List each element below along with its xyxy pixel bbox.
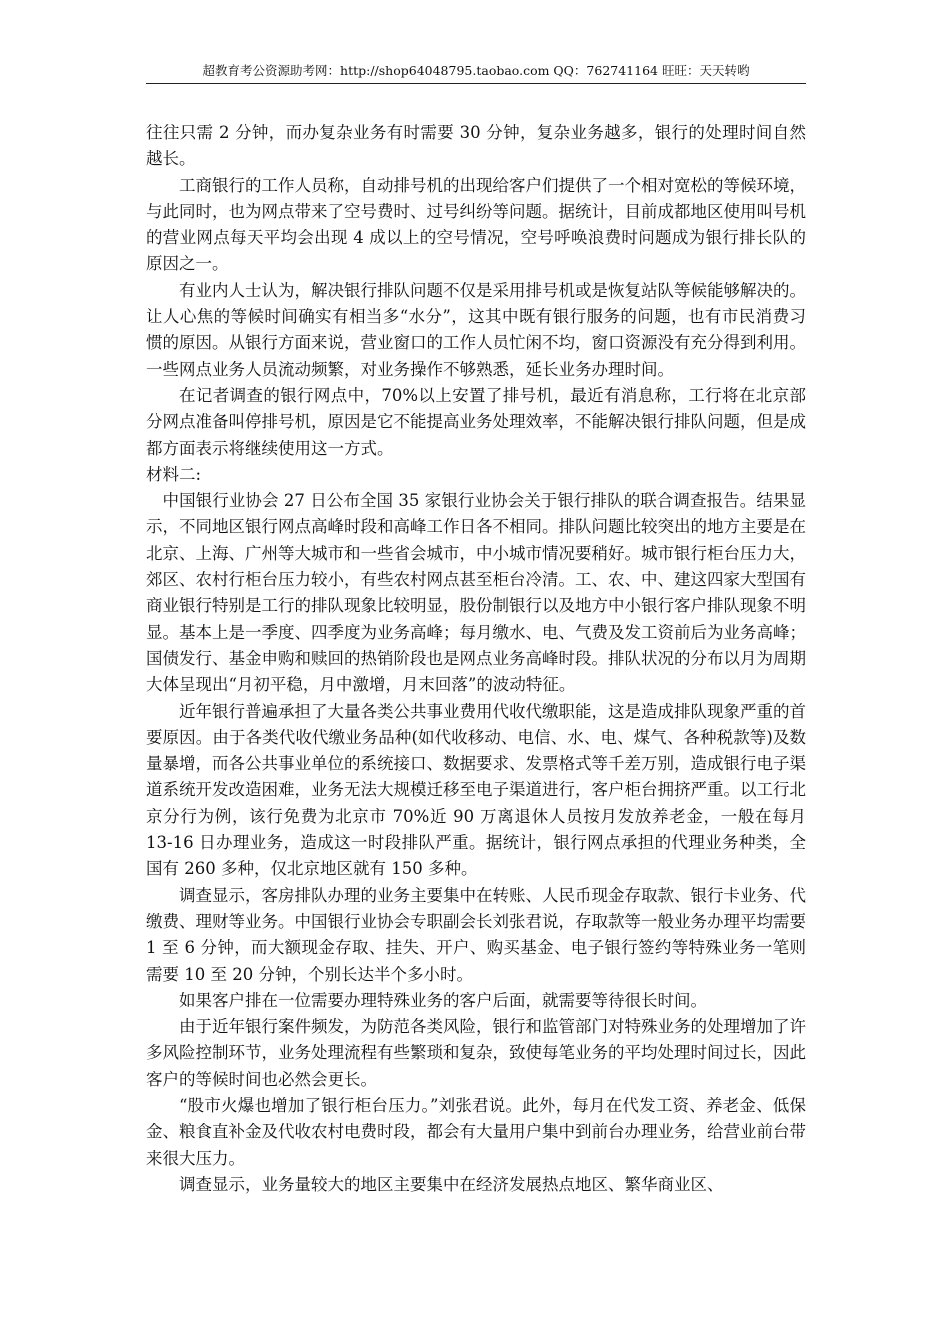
paragraph: 中国银行业协会 27 日公布全国 35 家银行业协会关于银行排队的联合调查报告。结果显示，不同地区银行网点高峰时段和高峰工作日各不相同。排队问题比较突出的地方主要是在北京、上海、广州等大城市和一些省会城市，中小城市情况要稍好。城市银行柜台压力大，郊区、农村行柜台压力较小，有些农村网点甚至柜台冷清。工、农、中、建这四家大型国有商业银行特别是工行的排队现象比较明显，股份制银行以及地方中小银行客户排队现象不明显。基本上是一季度、四季度为业务高峰；每月缴水、电、气费及发工资前后为业务高峰；国债发行、基金申购和赎回的热销阶段也是网点业务高峰时段。排队状况的分布以月为周期大体呈现出“月初平稳，月中激增，月末回落”的波动特征。 [146,491,806,695]
paragraph: 在记者调查的银行网点中，70%以上安置了排号机，最近有消息称，工行将在北京部分网点准备叫停排号机，原因是它不能提高业务处理效率，不能解决银行排队问题，但是成都方面表示将继续使用这一方式。 [146,385,806,458]
article-body [146,120,806,1198]
paragraph: “股市火爆也增加了银行柜台压力。”刘张君说。此外，每月在代发工资、养老金、低保金、粮食直补金及代收农村电费时段，都会有大量用户集中到前台办理业务，给营业前台带来很大压力。 [146,1095,806,1168]
paragraph: 有业内人士认为，解决银行排队问题不仅是采用排号机或是恢复站队等候能够解决的。让人心焦的等候时间确实有相当多“水分”，这其中既有银行服务的问题，也有市民消费习惯的原因。从银行方面来说，营业窗口的工作人员忙闲不均，窗口资源没有充分得到利用。一些网点业务人员流动频繁，对业务操作不够熟悉，延长业务办理时间。 [146,280,806,379]
paragraph: 工商银行的工作人员称，自动排号机的出现给客户们提供了一个相对宽松的等候环境，与此同时，也为网点带来了空号费时、过号纠纷等问题。据统计，目前成都地区使用叫号机的营业网点每天平均会出现 4 成以上的空号情况，空号呼唤浪费时问题成为银行排长队的原因之一。 [146,175,806,274]
paragraph: 往往只需 2 分钟，而办复杂业务有时需要 30 分钟，复杂业务越多，银行的处理时间自然越长。 [146,123,806,169]
paragraph: 由于近年银行案件频发，为防范各类风险，银行和监管部门对特殊业务的处理增加了许多风险控制环节，业务处理流程有些繁琐和复杂，致使每笔业务的平均处理时间过长，因此客户的等候时间也必然会更长。 [146,1017,806,1089]
page-header: 超教育考公资源助考网：http://shop64048795.taobao.com QQ：762741164 旺旺：天天转哟 [146,62,806,84]
paragraph: 调查显示，业务量较大的地区主要集中在经济发展热点地区、繁华商业区、 [179,1174,724,1194]
paragraph: 调查显示，客房排队办理的业务主要集中在转账、人民币现金存取款、银行卡业务、代缴费、理财等业务。中国银行业协会专职副会长刘张君说，存取款等一般业务办理平均需要 1 至 6 分钟，而大额现金存取、挂失、开户、购买基金、电子银行签约等特殊业务一笔则需要 10 至 20 分钟，个别长达半个多小时。 [146,885,806,984]
paragraph: 近年银行普遍承担了大量各类公共事业费用代收代缴职能，这是造成排队现象严重的首要原因。由于各类代收代缴业务品种(如代收移动、电信、水、电、煤气、各种税款等)及数量暴增，而各公共事业单位的系统接口、数据要求、发票格式等千差万别，造成银行电子渠道系统开发改造困难，业务无法大规模迁移至电子渠道进行，客户柜台拥挤严重。以工行北京分行为例，该行免费为北京市 70%近 90 万离退休人员按月发放养老金，一般在每月 13-16 日办理业务，造成这一时段排队严重。据统计，银行网点承担的代理业务种类，全国有 260 多种，仅北京地区就有 150 多种。 [146,701,806,879]
paragraph: 如果客户排在一位需要办理特殊业务的客户后面，就需要等待很长时间。 [179,990,707,1010]
section-label: 材料二: [146,464,202,484]
